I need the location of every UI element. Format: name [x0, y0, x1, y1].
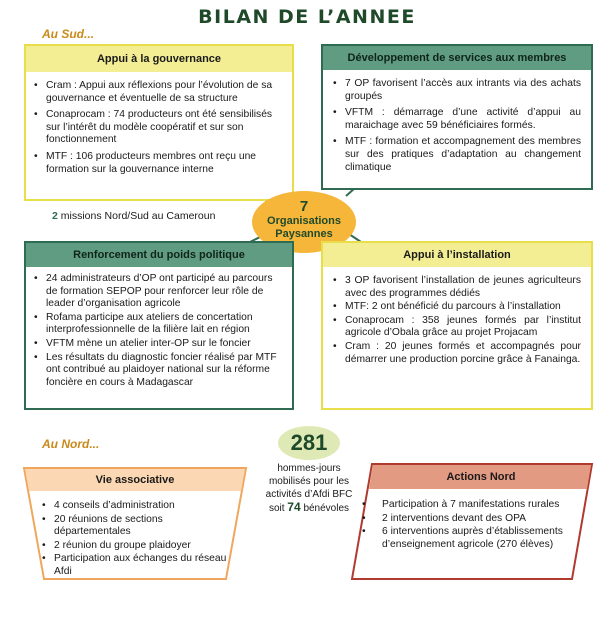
list-item: • 24 administrateurs d’OP ont participé au parcours de formation SEPOP pour renforcer leur rôle de leader d’organisation agricole [30, 273, 282, 311]
list-item: • 7 OP favorisent l’accès aux intrants via des achats groupés [329, 78, 581, 103]
list-item: • VFTM mène un atelier inter-OP sur le foncier [30, 338, 282, 351]
installation-heading: Appui à l’installation [323, 243, 591, 267]
vie-associative-heading: Vie associative [95, 474, 175, 486]
list-item: • MTF : formation et accompagnement des membres sur des pratiques d’adaptation au changement climatique [329, 136, 581, 174]
list-item: • Conaprocam : 358 jeunes formés par l’institut agricole d’Obala grâce au projet Projacam [329, 315, 581, 340]
list-item: • 4 conseils d’administration [38, 500, 238, 513]
list-item: • 6 interventions auprès d’établissements d’enseignement agricole (270 élèves) [358, 526, 578, 551]
list-item: • Les résultats du diagnostic foncier réalisé par MTF ont contribué au plaidoyer national sur la réforme foncière en cours à Madagascar [30, 352, 282, 390]
actions-nord-heading: Actions Nord [446, 471, 516, 483]
list-item: • 20 réunions de sections départementales [38, 514, 238, 539]
list-item: • 2 interventions devant des OPA [358, 513, 578, 526]
benevoles-text: hommes-jours mobilisés pour les activités d’Afdi BFC soit 74 bénévoles [265, 463, 353, 514]
list-item: • Rofama participe aux ateliers de concertation interprofessionnelle de la filière lait en région [30, 312, 282, 337]
list-item: • Participation à 7 manifestations rurales [358, 499, 578, 512]
north-section-label: Au Nord... [42, 437, 100, 451]
list-item: • MTF : 106 producteurs membres ont reçu une formation sur la gouvernance interne [30, 151, 282, 176]
missions-text: 2 missions Nord/Sud au Cameroun [52, 210, 216, 222]
south-section-label: Au Sud... [42, 27, 94, 41]
list-item: • Participation aux échanges du réseau Afdi [38, 553, 238, 578]
hommes-jours-number: 281 [278, 426, 340, 460]
gouvernance-heading: Appui à la gouvernance [26, 46, 292, 72]
list-item: • Conaprocam : 74 producteurs ont été sensibilisés sur l’intérêt du modèle coopératif et sur son fonctionnement [30, 109, 282, 147]
list-item: • Cram : 20 jeunes formés et accompagnés pour démarrer une production porcine grâce à Fanainga. [329, 341, 581, 366]
list-item: • 2 réunion du groupe plaidoyer [38, 540, 238, 553]
page-title: BILAN DE L’ANNEE [198, 6, 416, 28]
list-item: • MTF: 2 ont bénéficié du parcours à l’installation [329, 301, 581, 314]
politique-heading: Renforcement du poids politique [26, 243, 292, 267]
list-item: • Cram : Appui aux réflexions pour l’évolution de sa gouvernance et éventuelle de sa structure [30, 80, 282, 105]
list-item: • 3 OP favorisent l’installation de jeunes agriculteurs avec des programmes dédiés [329, 275, 581, 300]
list-item: • VFTM : démarrage d’une activité d’appui au maraichage avec 59 bénéficiaires formés. [329, 107, 581, 132]
center-organisations-badge: 7 Organisations Paysannes [252, 191, 356, 253]
services-heading: Développement de services aux membres [323, 46, 591, 70]
